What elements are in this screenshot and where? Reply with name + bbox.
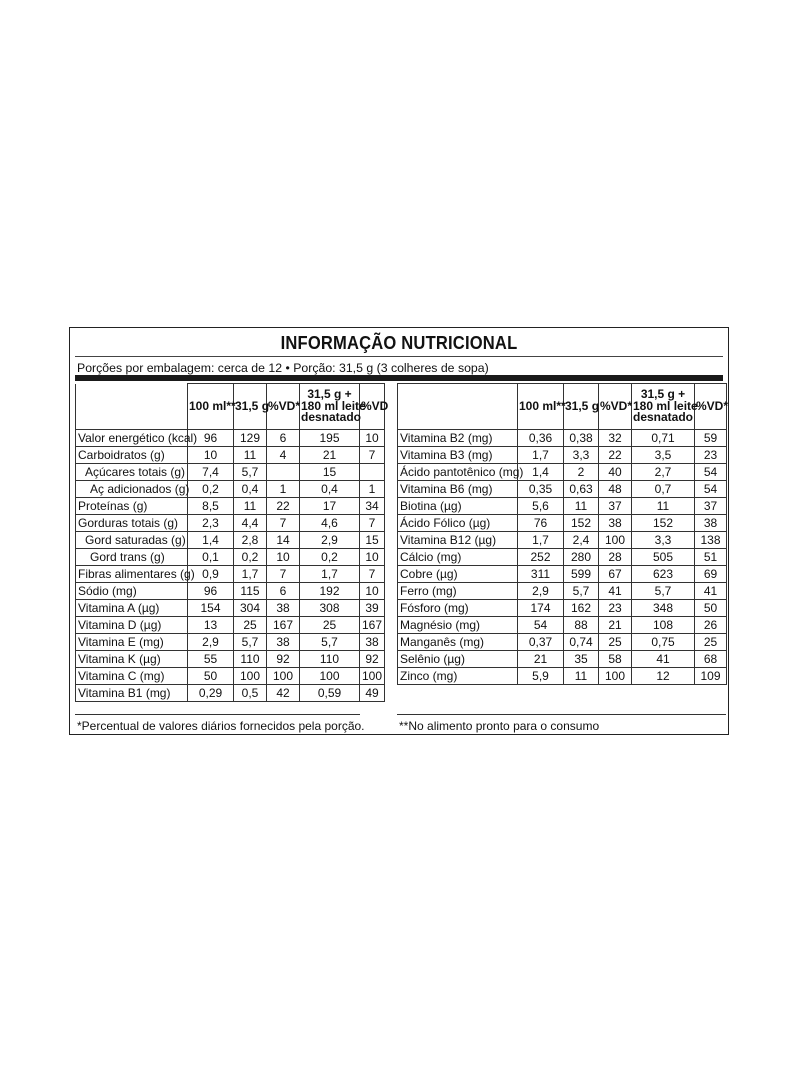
nutrient-value: 38 — [267, 600, 300, 617]
nutrient-value — [360, 464, 385, 481]
nutrient-value: 4,6 — [300, 515, 360, 532]
nutrient-value: 154 — [188, 600, 234, 617]
nutrient-label: Vitamina C (mg) — [76, 668, 188, 685]
table-header-row — [398, 384, 727, 430]
nutrient-label: Açúcares totais (g) — [76, 464, 188, 481]
nutrient-value: 0,2 — [300, 549, 360, 566]
nutrient-value: 1,4 — [188, 532, 234, 549]
footnote-rule-right — [397, 714, 726, 715]
nutrient-value: 54 — [695, 481, 727, 498]
nutrient-value: 100 — [599, 668, 632, 685]
table-row — [398, 498, 727, 515]
nutrient-value: 21 — [518, 651, 564, 668]
title-divider — [75, 356, 723, 357]
nutrient-value: 10 — [360, 549, 385, 566]
nutrient-label: Vitamina B2 (mg) — [398, 430, 518, 447]
nutrient-value: 6 — [267, 583, 300, 600]
nutrient-value: 50 — [695, 600, 727, 617]
nutrient-value: 58 — [599, 651, 632, 668]
nutrient-value: 2,8 — [234, 532, 267, 549]
nutrient-value: 67 — [599, 566, 632, 583]
nutrient-value: 4,4 — [234, 515, 267, 532]
nutrient-value: 11 — [564, 668, 599, 685]
nutrient-value: 5,9 — [518, 668, 564, 685]
nutrient-value: 96 — [188, 430, 234, 447]
header-blank — [76, 384, 188, 430]
nutrient-value: 6 — [267, 430, 300, 447]
table-header-row — [76, 384, 385, 430]
table-row — [76, 515, 385, 532]
nutrient-value: 100 — [300, 668, 360, 685]
table-row — [398, 464, 727, 481]
nutrient-value: 1,7 — [234, 566, 267, 583]
table-row — [76, 498, 385, 515]
table-row — [76, 447, 385, 464]
table-row — [76, 685, 385, 702]
nutrient-value: 88 — [564, 617, 599, 634]
nutrient-label: Magnésio (mg) — [398, 617, 518, 634]
nutrient-value: 5,7 — [632, 583, 695, 600]
nutrient-value: 38 — [599, 515, 632, 532]
table-row — [76, 464, 385, 481]
nutrient-value: 100 — [599, 532, 632, 549]
header-vd: %VD* — [267, 384, 300, 430]
nutrient-value: 55 — [188, 651, 234, 668]
table-row — [398, 566, 727, 583]
nutrient-value: 308 — [300, 600, 360, 617]
nutrient-value: 110 — [234, 651, 267, 668]
nutrient-value: 0,4 — [300, 481, 360, 498]
nutrient-value: 0,37 — [518, 634, 564, 651]
table-row — [398, 634, 727, 651]
nutrient-value: 42 — [267, 685, 300, 702]
nutrient-value: 38 — [695, 515, 727, 532]
nutrient-value: 138 — [695, 532, 727, 549]
nutrient-value: 5,7 — [234, 634, 267, 651]
nutrient-value: 1 — [360, 481, 385, 498]
nutrient-label: Cálcio (mg) — [398, 549, 518, 566]
nutrient-value: 21 — [599, 617, 632, 634]
nutrient-label: Zinco (mg) — [398, 668, 518, 685]
nutrient-label: Vitamina E (mg) — [76, 634, 188, 651]
nutrient-value: 192 — [300, 583, 360, 600]
nutrient-value: 1,4 — [518, 464, 564, 481]
nutrient-value: 50 — [188, 668, 234, 685]
nutrient-label: Cobre (µg) — [398, 566, 518, 583]
nutrient-label: Vitamina B1 (mg) — [76, 685, 188, 702]
nutrient-label: Ácido pantotênico (mg) — [398, 464, 518, 481]
panel-title: INFORMAÇÃO NUTRICIONAL — [280, 333, 518, 353]
nutrient-value: 5,7 — [300, 634, 360, 651]
nutrient-value: 11 — [632, 498, 695, 515]
nutrient-value: 41 — [599, 583, 632, 600]
nutrient-value: 15 — [360, 532, 385, 549]
nutrient-value: 14 — [267, 532, 300, 549]
nutrient-value: 304 — [234, 600, 267, 617]
nutrient-value: 7 — [360, 515, 385, 532]
nutrient-value: 11 — [234, 447, 267, 464]
table-row — [76, 651, 385, 668]
nutrient-value: 1,7 — [518, 532, 564, 549]
nutrient-value: 96 — [188, 583, 234, 600]
nutrient-value: 5,7 — [564, 583, 599, 600]
table-row — [398, 651, 727, 668]
nutrient-value: 2,9 — [300, 532, 360, 549]
table-row — [76, 532, 385, 549]
nutrient-value: 23 — [695, 447, 727, 464]
nutrient-value: 11 — [564, 498, 599, 515]
nutrient-value: 174 — [518, 600, 564, 617]
nutrient-label: Fibras alimentares (g) — [76, 566, 188, 583]
nutrient-value: 10 — [360, 583, 385, 600]
nutrient-value: 10 — [267, 549, 300, 566]
table-row — [76, 583, 385, 600]
nutrient-value: 0,5 — [234, 685, 267, 702]
nutrient-value: 162 — [564, 600, 599, 617]
nutrient-value: 12 — [632, 668, 695, 685]
nutrient-value: 1,7 — [300, 566, 360, 583]
nutrient-value: 100 — [360, 668, 385, 685]
nutrient-label: Fósforo (mg) — [398, 600, 518, 617]
nutrition-table-left — [75, 383, 389, 702]
nutrient-value: 2 — [564, 464, 599, 481]
nutrient-value: 100 — [267, 668, 300, 685]
nutrient-value: 0,1 — [188, 549, 234, 566]
header-thick-rule — [75, 375, 723, 381]
nutrient-value: 26 — [695, 617, 727, 634]
nutrient-value: 7 — [360, 566, 385, 583]
nutrient-value: 505 — [632, 549, 695, 566]
nutrient-value: 54 — [518, 617, 564, 634]
header-vd-milk: %VD — [360, 384, 385, 430]
nutrient-value: 35 — [564, 651, 599, 668]
table-row — [398, 532, 727, 549]
nutrient-value: 0,35 — [518, 481, 564, 498]
nutrient-value: 100 — [234, 668, 267, 685]
nutrient-value: 15 — [300, 464, 360, 481]
nutrient-value: 22 — [267, 498, 300, 515]
nutrient-value: 21 — [300, 447, 360, 464]
nutrient-value: 34 — [360, 498, 385, 515]
nutrient-value: 25 — [695, 634, 727, 651]
nutrition-facts-panel — [69, 327, 729, 735]
table-row — [76, 600, 385, 617]
nutrient-label: Carboidratos (g) — [76, 447, 188, 464]
header-portion-milk: 31,5 g + 180 ml leite desnatado — [632, 384, 695, 430]
nutrient-value: 3,3 — [564, 447, 599, 464]
nutrient-value: 5,7 — [234, 464, 267, 481]
nutrient-value: 0,9 — [188, 566, 234, 583]
nutrient-value: 0,2 — [234, 549, 267, 566]
nutrient-label: Vitamina B12 (µg) — [398, 532, 518, 549]
nutrient-value: 252 — [518, 549, 564, 566]
nutrient-value: 49 — [360, 685, 385, 702]
nutrition-table-right — [397, 383, 727, 685]
header-portion-milk: 31,5 g + 180 ml leite desnatado — [300, 384, 360, 430]
nutrient-label: Gord trans (g) — [76, 549, 188, 566]
table-row — [398, 549, 727, 566]
header-vd: %VD* — [599, 384, 632, 430]
nutrient-label: Manganês (mg) — [398, 634, 518, 651]
nutrient-value: 167 — [360, 617, 385, 634]
nutrient-value: 1,7 — [518, 447, 564, 464]
nutrient-value: 25 — [599, 634, 632, 651]
nutrient-value: 2,7 — [632, 464, 695, 481]
nutrient-value: 7 — [360, 447, 385, 464]
nutrient-value: 38 — [360, 634, 385, 651]
nutrient-value: 1 — [267, 481, 300, 498]
nutrient-value: 0,38 — [564, 430, 599, 447]
nutrient-label: Selênio (µg) — [398, 651, 518, 668]
nutrient-value: 13 — [188, 617, 234, 634]
nutrient-label: Vitamina D (µg) — [76, 617, 188, 634]
nutrient-label: Ferro (mg) — [398, 583, 518, 600]
nutrient-label: Biotina (µg) — [398, 498, 518, 515]
table-row — [398, 481, 727, 498]
nutrient-value: 69 — [695, 566, 727, 583]
table-row — [76, 430, 385, 447]
nutrient-value: 68 — [695, 651, 727, 668]
nutrient-label: Vitamina B3 (mg) — [398, 447, 518, 464]
nutrient-value: 23 — [599, 600, 632, 617]
table-row — [76, 549, 385, 566]
header-100ml: 100 ml** — [518, 384, 564, 430]
nutrient-value: 2,9 — [188, 634, 234, 651]
nutrient-value: 3,5 — [632, 447, 695, 464]
table-row — [76, 634, 385, 651]
table-row — [398, 447, 727, 464]
header-100ml: 100 ml** — [188, 384, 234, 430]
nutrient-label: Sódio (mg) — [76, 583, 188, 600]
table-row — [398, 617, 727, 634]
nutrient-value: 11 — [234, 498, 267, 515]
nutrient-value — [267, 464, 300, 481]
nutrient-label: Valor energético (kcal) — [76, 430, 188, 447]
nutrient-value: 311 — [518, 566, 564, 583]
header-blank — [398, 384, 518, 430]
footnote-vd: *Percentual de valores diários fornecidos pela porção. — [77, 719, 365, 733]
servings-info: Porções por embalagem: cerca de 12 • Porção: 31,5 g (3 colheres de sopa) — [77, 361, 489, 375]
nutrient-value: 7 — [267, 515, 300, 532]
nutrient-value: 167 — [267, 617, 300, 634]
nutrient-value: 109 — [695, 668, 727, 685]
nutrient-value: 41 — [695, 583, 727, 600]
nutrient-value: 152 — [632, 515, 695, 532]
nutrient-value: 17 — [300, 498, 360, 515]
nutrient-value: 38 — [267, 634, 300, 651]
nutrient-value: 39 — [360, 600, 385, 617]
nutrient-value: 54 — [695, 464, 727, 481]
nutrient-label: Proteínas (g) — [76, 498, 188, 515]
nutrient-value: 129 — [234, 430, 267, 447]
nutrient-value: 2,3 — [188, 515, 234, 532]
nutrient-value: 10 — [188, 447, 234, 464]
nutrient-value: 92 — [360, 651, 385, 668]
nutrient-value: 108 — [632, 617, 695, 634]
nutrient-value: 76 — [518, 515, 564, 532]
nutrient-value: 195 — [300, 430, 360, 447]
table-row — [76, 481, 385, 498]
nutrient-value: 348 — [632, 600, 695, 617]
nutrient-value: 0,29 — [188, 685, 234, 702]
nutrient-value: 32 — [599, 430, 632, 447]
nutrient-value: 48 — [599, 481, 632, 498]
nutrient-value: 59 — [695, 430, 727, 447]
nutrient-value: 22 — [599, 447, 632, 464]
nutrient-value: 2,4 — [564, 532, 599, 549]
nutrient-label: Aç adicionados (g) — [76, 481, 188, 498]
nutrient-value: 25 — [234, 617, 267, 634]
nutrient-label: Ácido Fólico (µg) — [398, 515, 518, 532]
nutrient-value: 0,2 — [188, 481, 234, 498]
nutrient-value: 28 — [599, 549, 632, 566]
nutrient-value: 40 — [599, 464, 632, 481]
nutrient-value: 110 — [300, 651, 360, 668]
nutrient-value: 0,63 — [564, 481, 599, 498]
nutrient-label: Vitamina B6 (mg) — [398, 481, 518, 498]
nutrient-label: Gord saturadas (g) — [76, 532, 188, 549]
table-row — [76, 566, 385, 583]
nutrient-value: 115 — [234, 583, 267, 600]
nutrient-value: 599 — [564, 566, 599, 583]
table-row — [398, 668, 727, 685]
nutrient-label: Gorduras totais (g) — [76, 515, 188, 532]
footnote-rule-left — [75, 714, 360, 715]
nutrient-value: 0,71 — [632, 430, 695, 447]
nutrient-value: 51 — [695, 549, 727, 566]
nutrient-label: Vitamina K (µg) — [76, 651, 188, 668]
header-portion: 31,5 g — [564, 384, 599, 430]
nutrient-value: 37 — [695, 498, 727, 515]
nutrient-value: 41 — [632, 651, 695, 668]
nutrient-value: 37 — [599, 498, 632, 515]
nutrient-value: 4 — [267, 447, 300, 464]
nutrient-value: 8,5 — [188, 498, 234, 515]
nutrient-value: 0,7 — [632, 481, 695, 498]
nutrient-value: 0,59 — [300, 685, 360, 702]
nutrient-value: 152 — [564, 515, 599, 532]
table-row — [398, 430, 727, 447]
nutrient-value: 3,3 — [632, 532, 695, 549]
header-portion: 31,5 g — [234, 384, 267, 430]
footnote-ready: **No alimento pronto para o consumo — [399, 719, 600, 733]
nutrient-value: 2,9 — [518, 583, 564, 600]
nutrient-value: 0,74 — [564, 634, 599, 651]
nutrient-label: Vitamina A (µg) — [76, 600, 188, 617]
nutrient-value: 5,6 — [518, 498, 564, 515]
nutrient-value: 7 — [267, 566, 300, 583]
nutrient-value: 7,4 — [188, 464, 234, 481]
nutrient-value: 280 — [564, 549, 599, 566]
nutrient-value: 0,75 — [632, 634, 695, 651]
header-vd-milk: %VD* — [695, 384, 727, 430]
table-row — [76, 617, 385, 634]
nutrient-value: 623 — [632, 566, 695, 583]
nutrient-value: 92 — [267, 651, 300, 668]
nutrient-value: 0,4 — [234, 481, 267, 498]
table-row — [398, 515, 727, 532]
table-row — [398, 600, 727, 617]
nutrient-value: 10 — [360, 430, 385, 447]
table-row — [76, 668, 385, 685]
table-row — [398, 583, 727, 600]
nutrient-value: 25 — [300, 617, 360, 634]
nutrient-value: 0,36 — [518, 430, 564, 447]
